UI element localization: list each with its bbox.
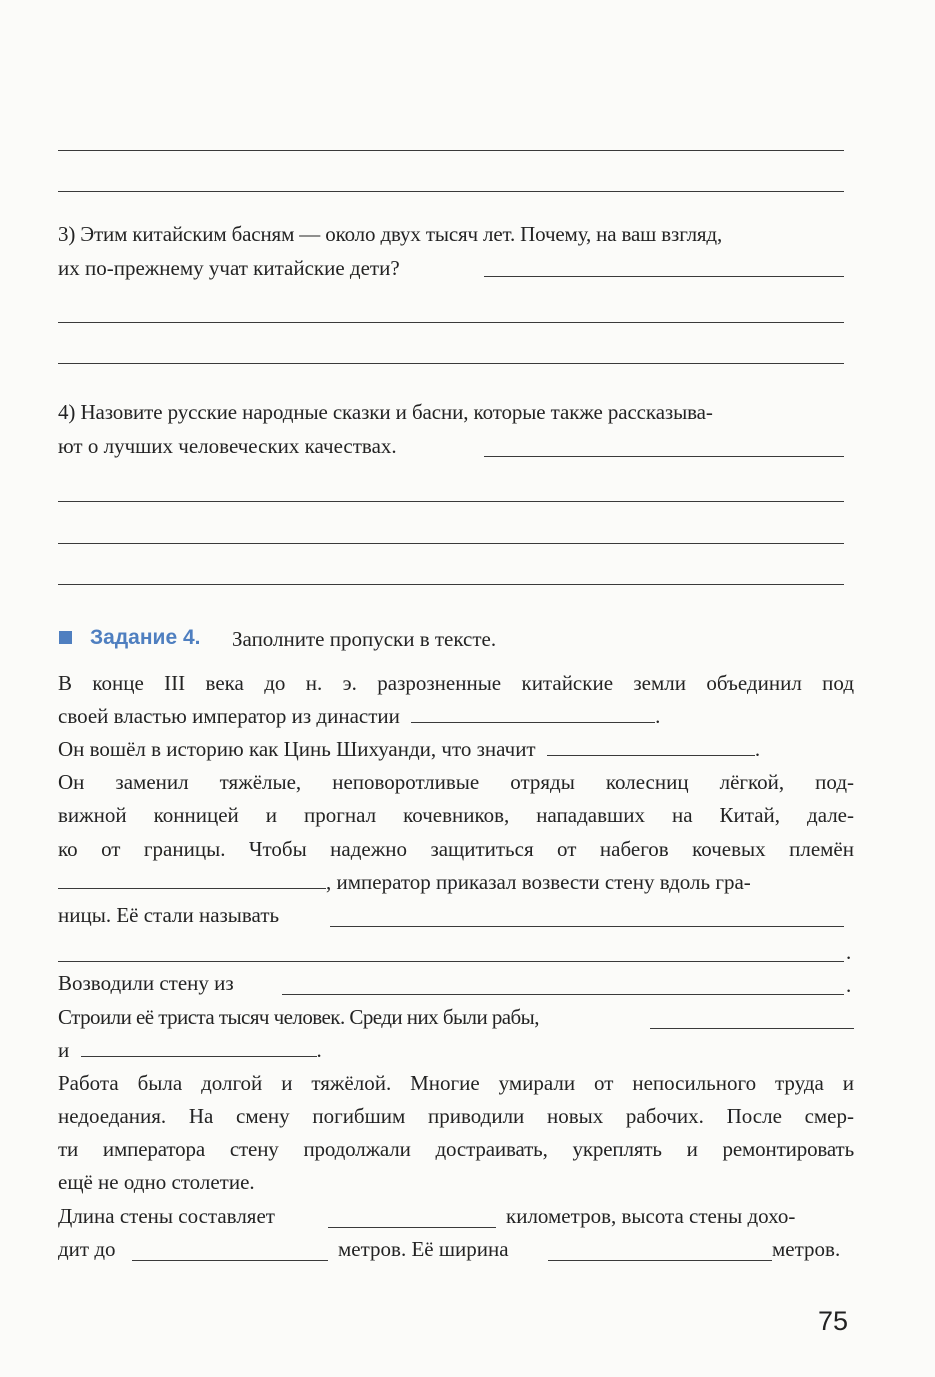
answer-line[interactable]: [58, 322, 844, 323]
answer-line[interactable]: [58, 363, 844, 364]
page-number: 75: [818, 1306, 849, 1336]
answer-line[interactable]: [58, 150, 844, 151]
period: .: [316, 1038, 322, 1062]
question-4-line-2: ют о лучших человеческих качествах.: [58, 434, 397, 458]
text-line-18-label-a: дит до: [58, 1237, 116, 1261]
text-line-6: ко от границы. Чтобы надежно защититься от набегов кочевых племён: [58, 837, 854, 861]
blank-wall-height[interactable]: [132, 1260, 328, 1261]
text-line-8: [58, 903, 279, 928]
answer-line[interactable]: [58, 191, 844, 192]
blank-title-meaning[interactable]: [547, 737, 755, 756]
text-line-16: ещё не одно столетие.: [58, 1170, 255, 1194]
text-line-3-label: Он вошёл в историю как Цинь Шихуанди, что значит: [58, 737, 536, 761]
blank-wall-name-continued[interactable]: [58, 961, 844, 962]
blank-builders-2[interactable]: [81, 1038, 317, 1057]
text-line-12: [58, 1038, 322, 1063]
text-line-10-label: Возводили стену из: [58, 971, 234, 995]
period: .: [655, 704, 661, 728]
blank-wall-width[interactable]: [548, 1260, 772, 1261]
answer-line[interactable]: [484, 276, 844, 277]
text-line-15: ти императора стену продолжали достраивать, укреплять и ремонтировать: [58, 1137, 854, 1161]
text-line-7: [58, 870, 751, 895]
question-3-line-1: 3) Этим китайским басням — около двух тысяч лет. Почему, на ваш взгляд,: [58, 222, 723, 246]
task-4-title: Задание 4.: [90, 626, 201, 649]
period: .: [846, 973, 852, 997]
text-line-12-label: и: [58, 1038, 70, 1062]
blank-wall-length[interactable]: [328, 1227, 496, 1228]
period: .: [754, 737, 761, 761]
text-line-11-label: Строили её триста тысяч человек. Среди них были рабы,: [58, 1005, 539, 1029]
answer-line[interactable]: [58, 543, 844, 544]
text-line-17-label-b: километров, высота стены дохо-: [506, 1204, 796, 1228]
answer-line[interactable]: [58, 501, 844, 502]
answer-line[interactable]: [484, 456, 844, 457]
text-line-17: [58, 1204, 275, 1229]
text-line-13: Работа была долгой и тяжёлой. Многие умирали от непосильного труда и: [58, 1071, 854, 1095]
text-line-5: вижной конницей и прогнал кочевников, нападавших на Китай, дале-: [58, 803, 854, 827]
blank-builders-1[interactable]: [650, 1028, 854, 1029]
text-line-14: недоедания. На смену погибшим приводили новых рабочих. После смер-: [58, 1104, 854, 1128]
answer-line[interactable]: [58, 584, 844, 585]
text-line-4: Он заменил тяжёлые, неповоротливые отряды колесниц лёгкой, под-: [58, 770, 854, 794]
blank-wall-name[interactable]: [330, 926, 844, 927]
blank-dynasty[interactable]: [411, 704, 655, 723]
text-line-17-label-a: Длина стены составляет: [58, 1204, 275, 1228]
text-line-18-label-c: метров.: [772, 1237, 841, 1261]
text-line-8-label: ницы. Её стали называть: [58, 903, 280, 927]
text-line-10: [58, 971, 234, 996]
text-line-3: [58, 737, 760, 762]
text-line-2-label: своей властью император из династии: [58, 704, 400, 728]
text-line-1: В конце III века до н. э. разрозненные китайские земли объединил под: [58, 671, 854, 695]
blank-tribes[interactable]: [58, 870, 326, 889]
blank-wall-material[interactable]: [282, 994, 844, 995]
task-4-instruction: Заполните пропуски в тексте.: [232, 627, 497, 651]
question-4-line-1: 4) Назовите русские народные сказки и басни, которые также рассказыва-: [58, 400, 713, 424]
text-line-2: [58, 704, 660, 729]
text-line-11: [58, 1005, 539, 1030]
task-square-icon: [59, 631, 72, 644]
period: .: [846, 940, 852, 964]
question-3-line-2: их по-прежнему учат китайские дети?: [58, 256, 400, 280]
text-line-7-label: , император приказал возвести стену вдоль гра-: [326, 870, 751, 894]
text-line-18-label-b: метров. Её ширина: [338, 1237, 509, 1261]
